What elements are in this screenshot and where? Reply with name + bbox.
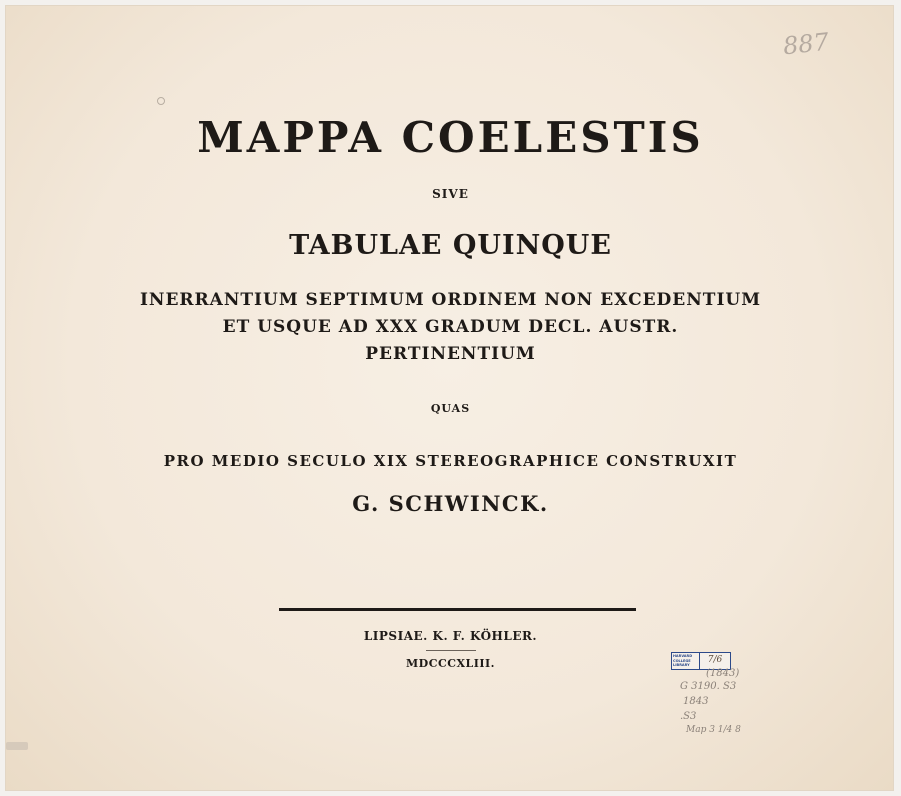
quas-text: QUAS bbox=[430, 402, 471, 415]
page-subtitle: TABULAE QUINQUE bbox=[289, 230, 612, 261]
library-stamp-value: 7/6 bbox=[707, 655, 723, 665]
short-divider bbox=[426, 650, 476, 651]
description-line-2: ET USQUE AD XXX GRADUM DECL. AUSTR. bbox=[222, 317, 679, 337]
sive-text: SIVE bbox=[432, 187, 469, 201]
handwritten-note-5: Map 3 1/4 8 bbox=[686, 725, 741, 735]
pin-hole bbox=[157, 97, 165, 105]
paper-tear bbox=[6, 742, 28, 750]
description-line-1: INERRANTIUM SEPTIMUM ORDINEM NON EXCEDENTIUM bbox=[139, 290, 762, 310]
imprint-place-publisher: LIPSIAE. K. F. KÖHLER. bbox=[363, 629, 538, 643]
author-name: G. SCHWINCK. bbox=[352, 491, 549, 516]
handwritten-number: 887 bbox=[781, 27, 831, 61]
handwritten-note-1: (1843) bbox=[706, 668, 740, 679]
handwritten-note-2: G 3190. S3 bbox=[680, 681, 737, 692]
handwritten-note-4: .S3 bbox=[680, 711, 697, 722]
handwritten-note-3: 1843 bbox=[683, 696, 709, 707]
description-line-3: PERTINENTIUM bbox=[365, 344, 536, 364]
construction-line: PRO MEDIO SECULO XIX STEREOGRAPHICE CONSTRUXIT bbox=[163, 452, 738, 470]
divider-rule bbox=[279, 608, 636, 611]
imprint-year: MDCCCXLIII. bbox=[405, 657, 495, 670]
page-title: MAPPA COELESTIS bbox=[197, 113, 704, 162]
library-stamp-label: HARVARD COLLEGE LIBRARY bbox=[672, 653, 700, 669]
